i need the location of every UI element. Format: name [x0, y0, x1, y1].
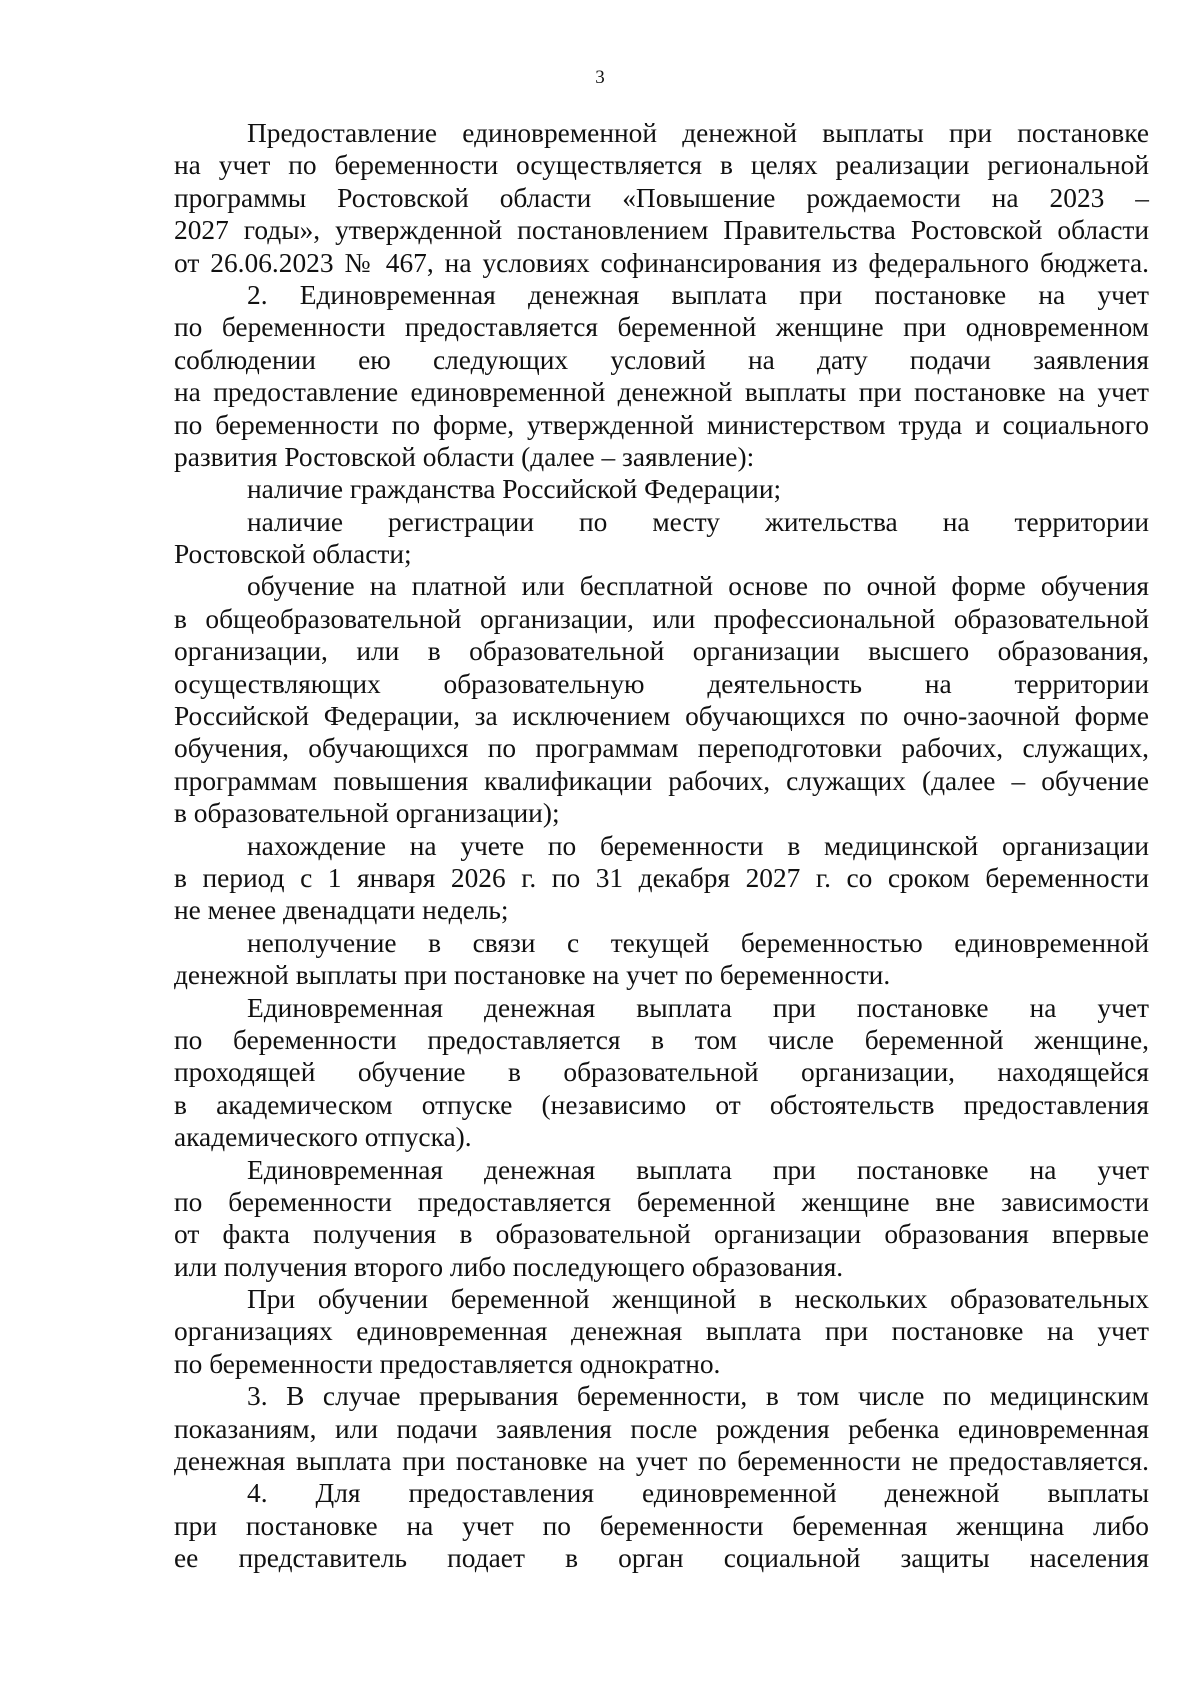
- text-line: от 26.06.2023 № 467, на условиях софинансирования из федерального бюджета.: [174, 247, 1149, 278]
- text-line: обучения, обучающихся по программам переподготовки рабочих, служащих,: [174, 733, 1149, 764]
- text-line: проходящей обучение в образовательной организации, находящейся: [174, 1057, 1149, 1088]
- document-body: [174, 117, 1149, 1575]
- text-line: академического отпуска).: [174, 1122, 472, 1153]
- text-line: показаниям, или подачи заявления после рождения ребенка единовременная: [174, 1413, 1149, 1444]
- text-line: организациях единовременная денежная выплата при постановке на учет: [174, 1316, 1149, 1347]
- text-line: осуществляющих образовательную деятельность на территории: [174, 668, 1149, 699]
- text-line: Российской Федерации, за исключением обучающихся по очно-заочной форме: [174, 701, 1149, 732]
- text-line: на учет по беременности осуществляется в целях реализации региональной: [174, 150, 1149, 181]
- text-line: программам повышения квалификации рабочих, служащих (далее – обучение: [174, 765, 1149, 796]
- text-line: Ростовской области;: [174, 539, 412, 570]
- text-line: не менее двенадцати недель;: [174, 895, 509, 926]
- text-line: 3. В случае прерывания беременности, в том числе по медицинским: [247, 1381, 1149, 1412]
- text-line: от факта получения в образовательной организации образования впервые: [174, 1219, 1149, 1250]
- text-line: по беременности предоставляется однократно.: [174, 1348, 721, 1379]
- text-line: по беременности по форме, утвержденной министерством труда и социального: [174, 409, 1149, 440]
- text-line: в общеобразовательной организации, или профессиональной образовательной: [174, 603, 1149, 634]
- text-line: соблюдении ею следующих условий на дату подачи заявления: [174, 344, 1149, 375]
- text-line: организации, или в образовательной организации высшего образования,: [174, 636, 1149, 667]
- text-line: нахождение на учете по беременности в медицинской организации: [247, 830, 1149, 861]
- text-line: 2. Единовременная денежная выплата при постановке на учет: [247, 279, 1149, 310]
- text-line: обучение на платной или бесплатной основе по очной форме обучения: [247, 571, 1149, 602]
- text-line: по беременности предоставляется беременной женщине при одновременном: [174, 312, 1149, 343]
- text-line: Единовременная денежная выплата при постановке на учет: [247, 992, 1149, 1023]
- text-line: наличие регистрации по месту жительства на территории: [247, 506, 1149, 537]
- text-line: в образовательной организации);: [174, 798, 560, 829]
- text-line: или получения второго либо последующего образования.: [174, 1251, 844, 1282]
- page-number: 3: [595, 67, 605, 88]
- text-line: развития Ростовской области (далее – заявление):: [174, 441, 755, 472]
- text-line: 2027 годы», утвержденной постановлением Правительства Ростовской области: [174, 215, 1149, 246]
- text-line: денежной выплаты при постановке на учет по беременности.: [174, 960, 891, 991]
- text-line: Предоставление единовременной денежной выплаты при постановке: [247, 118, 1149, 148]
- text-line: программы Ростовской области «Повышение рождаемости на 2023 –: [174, 182, 1149, 213]
- text-line: на предоставление единовременной денежной выплаты при постановке на учет: [174, 377, 1149, 408]
- text-line: денежная выплата при постановке на учет по беременности не предоставляется.: [174, 1446, 1149, 1477]
- text-line: по беременности предоставляется беременной женщине вне зависимости: [174, 1186, 1149, 1217]
- text-line: При обучении беременной женщиной в нескольких образовательных: [247, 1284, 1149, 1315]
- text-line: 4. Для предоставления единовременной денежной выплаты: [247, 1478, 1149, 1509]
- text-line: по беременности предоставляется в том числе беременной женщине,: [174, 1024, 1149, 1055]
- text-line: в период с 1 января 2026 г. по 31 декабря 2027 г. со сроком беременности: [174, 862, 1149, 893]
- text-line: наличие гражданства Российской Федерации;: [247, 474, 782, 505]
- text-line: Единовременная денежная выплата при постановке на учет: [247, 1154, 1149, 1185]
- text-line: ее представитель подает в орган социальной защиты населения: [174, 1543, 1149, 1574]
- text-line: при постановке на учет по беременности беременная женщина либо: [174, 1510, 1149, 1541]
- text-line: в академическом отпуске (независимо от обстоятельств предоставления: [174, 1089, 1149, 1120]
- text-line: неполучение в связи с текущей беременностью единовременной: [247, 927, 1149, 958]
